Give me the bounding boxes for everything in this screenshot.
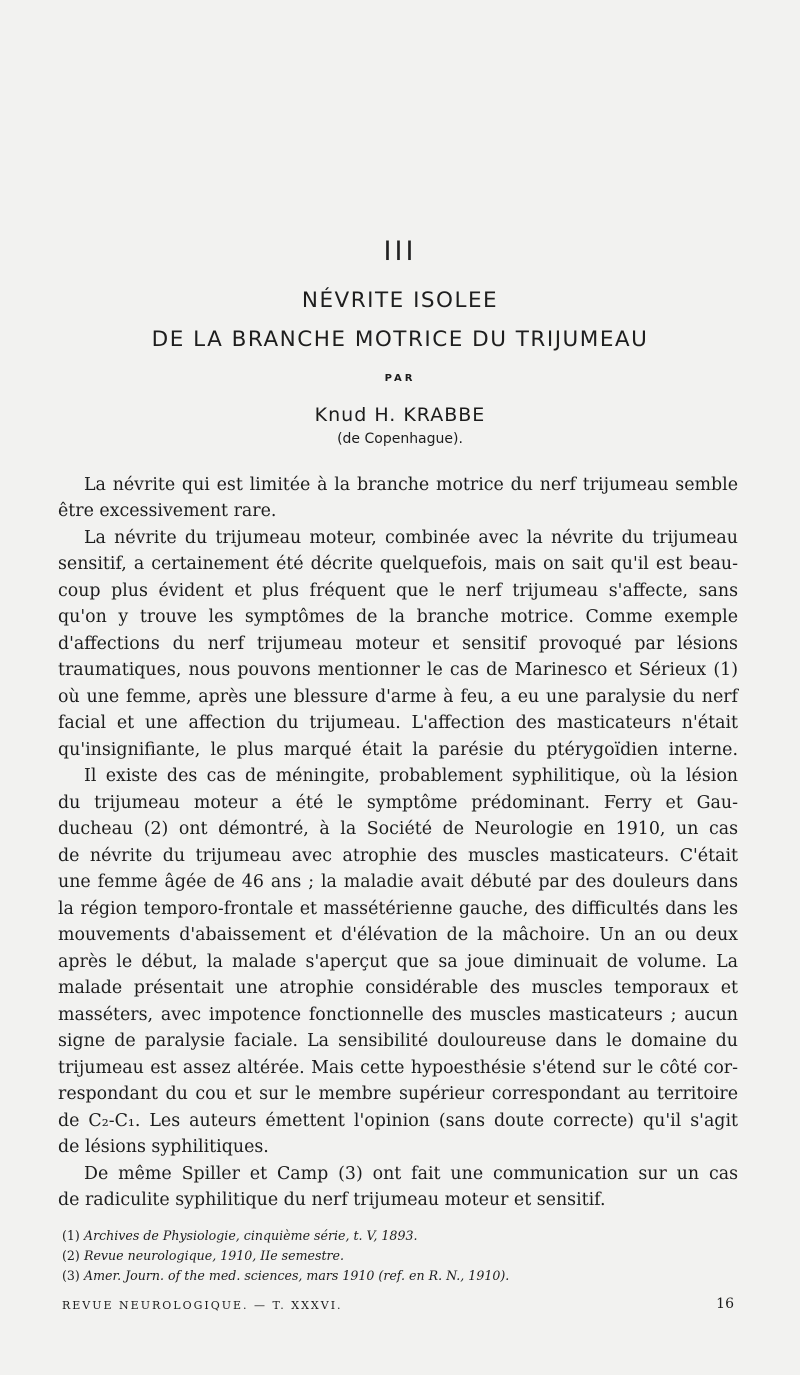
body-line: ducheau (2) ont démontré, à la Société de Neurologie en 1910, un cas (58, 819, 738, 839)
body-line: de névrite du trijumeau avec atrophie des muscles masticateurs. C'était (58, 846, 738, 866)
author-name: Knud H. KRABBE (314, 404, 486, 426)
article-title-line-1: NÉVRITE ISOLEE (301, 288, 499, 313)
body-line: De même Spiller et Camp (3) ont fait une communication sur un cas (84, 1164, 738, 1184)
footnote-number: (3) (62, 1268, 80, 1283)
footnote-number: (2) (62, 1248, 80, 1263)
body-line: être excessivement rare. (58, 501, 277, 521)
body-line: d'affections du nerf trijumeau moteur et sensitif provoqué par lésions (58, 634, 738, 654)
footnote-text: Archives de Physiologie, cinquième série, t. V, 1893. (84, 1228, 418, 1243)
footnote-number: (1) (62, 1228, 80, 1243)
footnote-text: Revue neurologique, 1910, IIe semestre. (84, 1248, 344, 1263)
body-line: la région temporo-frontale et massétérienne gauche, des difficultés dans les (58, 899, 738, 919)
body-line: respondant du cou et sur le membre supérieur correspondant au territoire (58, 1084, 738, 1104)
body-line: traumatiques, nous pouvons mentionner le cas de Marinesco et Sérieux (1) (58, 660, 738, 680)
author-affiliation: (de Copenhague). (337, 431, 463, 447)
running-footer: REVUE NEUROLOGIQUE. — T. XXXVI. (62, 1299, 343, 1312)
body-line: Il existe des cas de méningite, probablement syphilitique, où la lésion (84, 766, 738, 786)
body-line: La névrite qui est limitée à la branche motrice du nerf trijumeau semble (84, 475, 738, 495)
body-line: qu'insignifiante, le plus marqué était la parésie du ptérygoïdien interne. (58, 740, 738, 760)
body-line: qu'on y trouve les symptômes de la branche motrice. Comme exemple (58, 607, 738, 627)
footnote (62, 1246, 702, 1266)
body-line: où une femme, après une blessure d'arme à feu, a eu une paralysie du nerf (58, 687, 738, 707)
body-line: de radiculite syphilitique du nerf trijumeau moteur et sensitif. (58, 1190, 606, 1210)
body-line: après le début, la malade s'aperçut que sa joue diminuait de volume. La (58, 952, 738, 972)
footnote (62, 1226, 702, 1246)
body-line: facial et une affection du trijumeau. L'affection des masticateurs n'était (58, 713, 738, 733)
body-line: malade présentait une atrophie considérable des muscles temporaux et (58, 978, 738, 998)
chapter-number: III (383, 236, 417, 267)
body-line: La névrite du trijumeau moteur, combinée avec la névrite du trijumeau (84, 528, 738, 548)
body-line: signe de paralysie faciale. La sensibilité douloureuse dans le domaine du (58, 1031, 738, 1051)
body-line: trijumeau est assez altérée. Mais cette hypoesthésie s'étend sur le côté cor- (58, 1058, 738, 1078)
body-line: du trijumeau moteur a été le symptôme prédominant. Ferry et Gau- (58, 793, 738, 813)
page-number: 16 (716, 1296, 734, 1312)
byline-par: PAR (384, 373, 416, 384)
body-line: de lésions syphilitiques. (58, 1137, 269, 1157)
body-line: coup plus évident et plus fréquent que le nerf trijumeau s'affecte, sans (58, 581, 738, 601)
footnote (62, 1266, 702, 1286)
body-line: mouvements d'abaissement et d'élévation de la mâchoire. Un an ou deux (58, 925, 738, 945)
body-line: de C₂-C₁. Les auteurs émettent l'opinion (sans doute correcte) qu'il s'agit (58, 1111, 738, 1131)
body-line: masséters, avec impotence fonctionnelle des muscles masticateurs ; aucun (58, 1005, 738, 1025)
article-title-line-2: DE LA BRANCHE MOTRICE DU TRIJUMEAU (151, 327, 649, 352)
footnote-text: Amer. Journ. of the med. sciences, mars 1910 (ref. en R. N., 1910). (84, 1268, 510, 1283)
body-line: une femme âgée de 46 ans ; la maladie avait débuté par des douleurs dans (58, 872, 738, 892)
body-line: sensitif, a certainement été décrite quelquefois, mais on sait qu'il est beau- (58, 554, 738, 574)
